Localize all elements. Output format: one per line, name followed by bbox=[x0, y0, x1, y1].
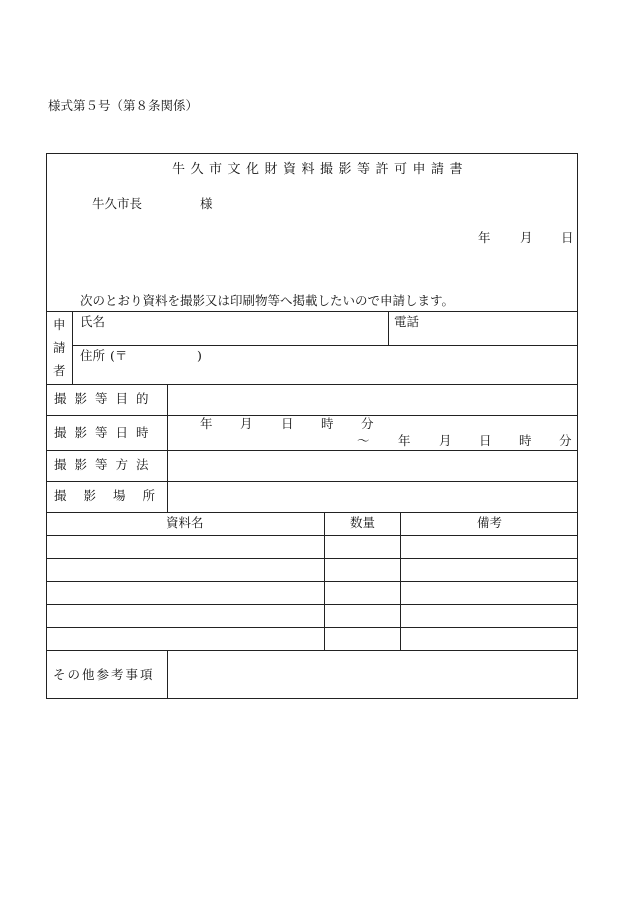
table-row-line-1 bbox=[46, 558, 578, 559]
datetime-label: 撮影等日時 bbox=[54, 425, 157, 440]
row-line-method bbox=[46, 450, 578, 451]
table-header-quantity: 数量 bbox=[350, 515, 376, 530]
table-col-divider-1 bbox=[324, 512, 325, 650]
dt2-year: 年 bbox=[398, 433, 411, 448]
table-row-line-3 bbox=[46, 604, 578, 605]
name-label: 氏名 bbox=[80, 314, 106, 329]
date-day: 日 bbox=[561, 230, 574, 245]
method-label: 撮影等方法 bbox=[54, 457, 157, 472]
other-divider bbox=[167, 650, 168, 699]
form-title: 牛久市文化財資料撮影等許可申請書 bbox=[172, 162, 469, 177]
address-label: 住所 bbox=[80, 348, 106, 363]
table-col-divider-2 bbox=[400, 512, 401, 650]
row-line-datetime bbox=[46, 415, 578, 416]
dt1-hour: 時 bbox=[321, 416, 334, 431]
row-line-place bbox=[46, 481, 578, 482]
table-header-line bbox=[46, 535, 578, 536]
addressee: 牛久市長 bbox=[92, 196, 143, 211]
row-line-table bbox=[46, 512, 578, 513]
dt2-month: 月 bbox=[439, 433, 452, 448]
postal-close: ) bbox=[197, 348, 202, 363]
phone-label: 電話 bbox=[394, 314, 420, 329]
table-bottom-line bbox=[46, 650, 578, 651]
name-address-line bbox=[72, 345, 578, 346]
dt1-day: 日 bbox=[281, 416, 294, 431]
dt1-month: 月 bbox=[240, 416, 253, 431]
form-number: 様式第５号（第８条関係） bbox=[48, 98, 199, 113]
date-year: 年 bbox=[478, 230, 491, 245]
row-line-purpose bbox=[46, 384, 578, 385]
table-header-remarks: 備考 bbox=[477, 515, 503, 530]
applicant-label-divider bbox=[72, 311, 73, 384]
postal-open: (〒 bbox=[110, 348, 128, 363]
applicant-top-line bbox=[46, 311, 578, 312]
applicant-label-2: 請 bbox=[53, 340, 66, 355]
honorific: 様 bbox=[200, 196, 213, 211]
applicant-label-1: 申 bbox=[53, 317, 66, 332]
place-label: 撮影場所 bbox=[54, 488, 173, 503]
dt2-hour: 時 bbox=[519, 433, 532, 448]
dt1-minute: 分 bbox=[361, 416, 374, 431]
dt2-minute: 分 bbox=[559, 433, 572, 448]
other-label: その他参考事項 bbox=[53, 667, 155, 682]
dt2-day: 日 bbox=[479, 433, 492, 448]
dt-tilde: ～ bbox=[357, 433, 370, 448]
date-month: 月 bbox=[520, 230, 533, 245]
applicant-label-3: 者 bbox=[53, 363, 66, 378]
name-phone-divider bbox=[388, 311, 389, 345]
table-row-line-4 bbox=[46, 627, 578, 628]
purpose-label: 撮影等目的 bbox=[54, 391, 157, 406]
table-row-line-2 bbox=[46, 581, 578, 582]
table-header-material: 資料名 bbox=[166, 515, 204, 530]
dt1-year: 年 bbox=[200, 416, 213, 431]
request-text: 次のとおり資料を撮影又は印刷物等へ掲載したいので申請します。 bbox=[80, 293, 455, 308]
